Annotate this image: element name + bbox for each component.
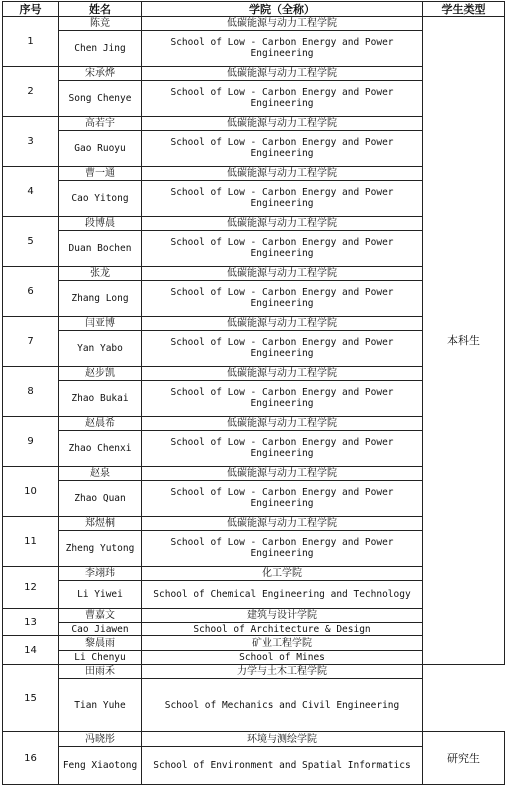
college-name-en-text: School of Low - Carbon Energy and Power Engineering [170,287,394,309]
row-number: 13 [3,609,59,636]
row-number: 15 [3,665,59,732]
college-name-en [142,281,423,317]
table-row [3,732,505,747]
student-name-cn: 冯晓彤 [59,732,142,747]
college-name-en-text: School of Low - Carbon Energy and Power Engineering [170,187,394,209]
college-name-en-text: School of Low - Carbon Energy and Power Engineering [170,237,394,259]
row-number: 7 [3,317,59,367]
college-name-cn: 低碳能源与动力工程学院 [142,417,423,431]
college-name-cn: 低碳能源与动力工程学院 [142,17,423,31]
college-name-cn: 低碳能源与动力工程学院 [142,317,423,331]
student-name-cn: 曹一通 [59,167,142,181]
college-name-cn: 矿业工程学院 [142,636,423,651]
student-name-cn: 赵泉 [59,467,142,481]
row-number: 14 [3,636,59,665]
student-name-en: Chen Jing [59,31,142,67]
student-name-en: Zhao Quan [59,481,142,517]
college-name-en: School of Mines [142,651,423,665]
college-name-cn: 低碳能源与动力工程学院 [142,217,423,231]
college-name-en [142,481,423,517]
college-name-en: School of Architecture & Design [142,623,423,636]
college-name-en-text: School of Low - Carbon Energy and Power Engineering [170,37,394,59]
college-name-en [142,531,423,567]
college-name-cn: 环境与测绘学院 [142,732,423,747]
header-student-type: 学生类型 [423,2,505,17]
college-name-cn: 力学与土木工程学院 [142,665,423,679]
college-name-cn: 低碳能源与动力工程学院 [142,167,423,181]
student-type-grad: 研究生 [423,732,505,785]
student-name-cn: 田雨禾 [59,665,142,679]
student-name-en: Li Chenyu [59,651,142,665]
row-number: 6 [3,267,59,317]
table-row [3,665,505,679]
college-name-en-text: School of Low - Carbon Energy and Power Engineering [170,537,394,559]
student-name-en: Feng Xiaotong [59,747,142,785]
college-name-en [142,331,423,367]
table-row [3,679,505,732]
college-name-cn: 低碳能源与动力工程学院 [142,517,423,531]
table-row [3,17,505,31]
row-number: 3 [3,117,59,167]
student-name-cn: 张龙 [59,267,142,281]
student-name-en: Zheng Yutong [59,531,142,567]
college-name-en [142,431,423,467]
college-name-en-text: School of Low - Carbon Energy and Power Engineering [170,87,394,109]
college-name-cn: 低碳能源与动力工程学院 [142,367,423,381]
college-name-en [142,231,423,267]
student-type-undergrad: 本科生 [423,17,505,665]
row-number: 9 [3,417,59,467]
college-name-en [142,81,423,117]
row-number: 4 [3,167,59,217]
student-name-en: Cao Yitong [59,181,142,217]
student-name-cn: 李翊玮 [59,567,142,581]
student-name-en: Duan Bochen [59,231,142,267]
college-name-en-text: School of Low - Carbon Energy and Power Engineering [170,387,394,409]
student-name-en: Zhao Chenxi [59,431,142,467]
college-name-en-text: School of Low - Carbon Energy and Power Engineering [170,337,394,359]
college-name-cn: 建筑与设计学院 [142,609,423,623]
college-name-en [142,31,423,67]
row-number: 2 [3,67,59,117]
student-name-cn: 黎晨雨 [59,636,142,651]
row-number: 1 [3,17,59,67]
header-college: 学院（全称） [142,2,423,17]
row-number: 12 [3,567,59,609]
student-name-cn: 高若宇 [59,117,142,131]
row-number: 10 [3,467,59,517]
student-name-cn: 闫亚博 [59,317,142,331]
college-name-cn: 低碳能源与动力工程学院 [142,267,423,281]
college-name-en [142,181,423,217]
college-name-cn: 低碳能源与动力工程学院 [142,467,423,481]
row-number: 8 [3,367,59,417]
student-name-cn: 赵步凯 [59,367,142,381]
row-number: 11 [3,517,59,567]
row-number: 5 [3,217,59,267]
college-name-en-text: School of Low - Carbon Energy and Power Engineering [170,487,394,509]
row-number: 16 [3,732,59,785]
college-name-cn: 低碳能源与动力工程学院 [142,117,423,131]
student-name-en: Gao Ruoyu [59,131,142,167]
student-name-cn: 曹嘉文 [59,609,142,623]
college-name-en: School of Environment and Spatial Informatics [142,747,423,785]
header-seq: 序号 [3,2,59,17]
student-name-en: Zhang Long [59,281,142,317]
college-name-en: School of Mechanics and Civil Engineering [142,679,423,732]
student-name-en: Li Yiwei [59,581,142,609]
student-name-en: Tian Yuhe [59,679,142,732]
student-name-cn: 郑煜桐 [59,517,142,531]
header-row [3,2,505,17]
header-name: 姓名 [59,2,142,17]
student-name-cn: 宋承烨 [59,67,142,81]
college-name-en-text: School of Low - Carbon Energy and Power Engineering [170,137,394,159]
college-name-cn: 低碳能源与动力工程学院 [142,67,423,81]
student-table [2,1,505,785]
student-name-cn: 赵晨希 [59,417,142,431]
student-name-en: Yan Yabo [59,331,142,367]
student-name-en: Cao Jiawen [59,623,142,636]
student-name-en: Song Chenye [59,81,142,117]
college-name-en [142,131,423,167]
college-name-cn: 化工学院 [142,567,423,581]
college-name-en: School of Chemical Engineering and Technology [142,581,423,609]
student-name-cn: 陈竞 [59,17,142,31]
student-name-en: Zhao Bukai [59,381,142,417]
college-name-en [142,381,423,417]
college-name-en-text: School of Low - Carbon Energy and Power Engineering [170,437,394,459]
student-name-cn: 段博晨 [59,217,142,231]
